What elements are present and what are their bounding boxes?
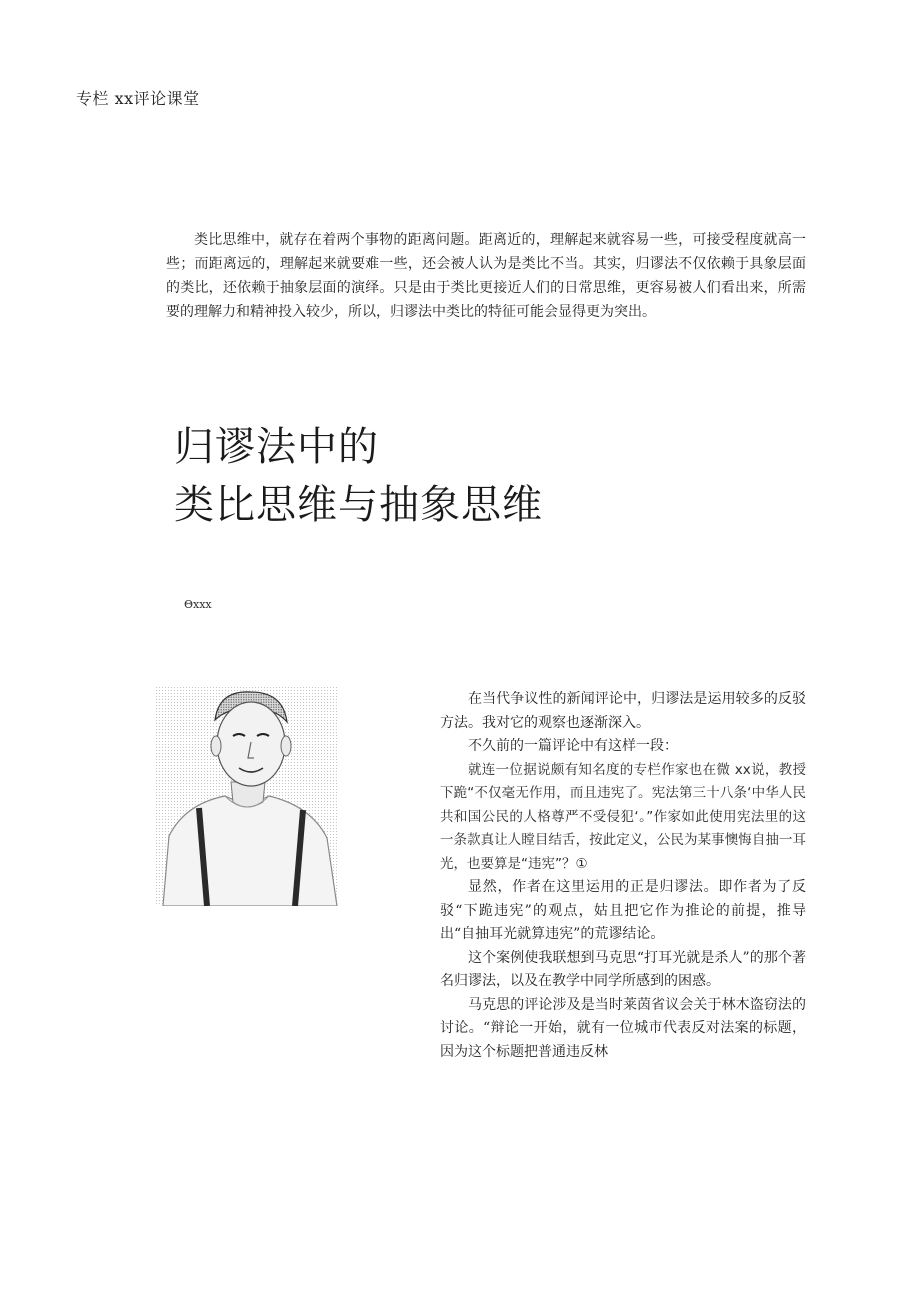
body-paragraph: 在当代争议性的新闻评论中，归谬法是运用较多的反驳方法。我对它的观察也逐渐深入。: [440, 691, 806, 731]
title-line-1: 归谬法中的: [174, 424, 379, 470]
body-paragraph: 马克思的评论涉及是当时莱茵省议会关于林木盗窃法的讨论。“辩论一开始，就有一位城市代表反对法案的标题，因为这个标题把普通违反林: [440, 996, 806, 1060]
column-header: 专栏 xx评论课堂: [76, 89, 200, 108]
body-paragraph: 显然，作者在这里运用的正是归谬法。即作者为了反驳“下跪违宪”的观点，姑且把它作为推论的前提，推导出“自抽耳光就算违宪”的荒谬结论。: [440, 879, 806, 942]
article-abstract: 类比思维中，就存在着两个事物的距离问题。距离近的，理解起来就容易一些，可接受程度就高一些；而距离远的，理解起来就要难一些，还会被人认为是类比不当。其实，归谬法不仅依赖于具象层面的类比，还依赖于抽象层面的演绎。只是由于类比更接近人们的日常思维，更容易被人们看出来，所需要的理解力和精神投入较少，所以，归谬法中类比的特征可能会显得更为突出。: [166, 232, 806, 320]
title-line-2: 类比思维与抽象思维: [174, 482, 543, 528]
quoted-paragraph: 就连一位据说颇有知名度的专栏作家也在微 xx说，教授下跪“不仅毫无作用，而且违宪了。宪法第三十八条‘中华人民共和国公民的人格尊严不受侵犯‘。”作家如此使用宪法里的这一条款真让人瞠目结舌，按此定义，公民为某事懊悔自抽一耳光，也要算是“违宪”？①: [440, 761, 806, 872]
article-title: [174, 418, 543, 534]
author-portrait: [155, 686, 339, 906]
body-paragraph: 不久前的一篇评论中有这样一段：: [468, 738, 678, 754]
author-byline: Θxxx: [184, 598, 212, 611]
body-paragraph: 这个案例使我联想到马克思“打耳光就是杀人”的那个著名归谬法，以及在教学中同学所感到的困惑。: [440, 949, 806, 989]
article-body: [440, 688, 806, 1064]
